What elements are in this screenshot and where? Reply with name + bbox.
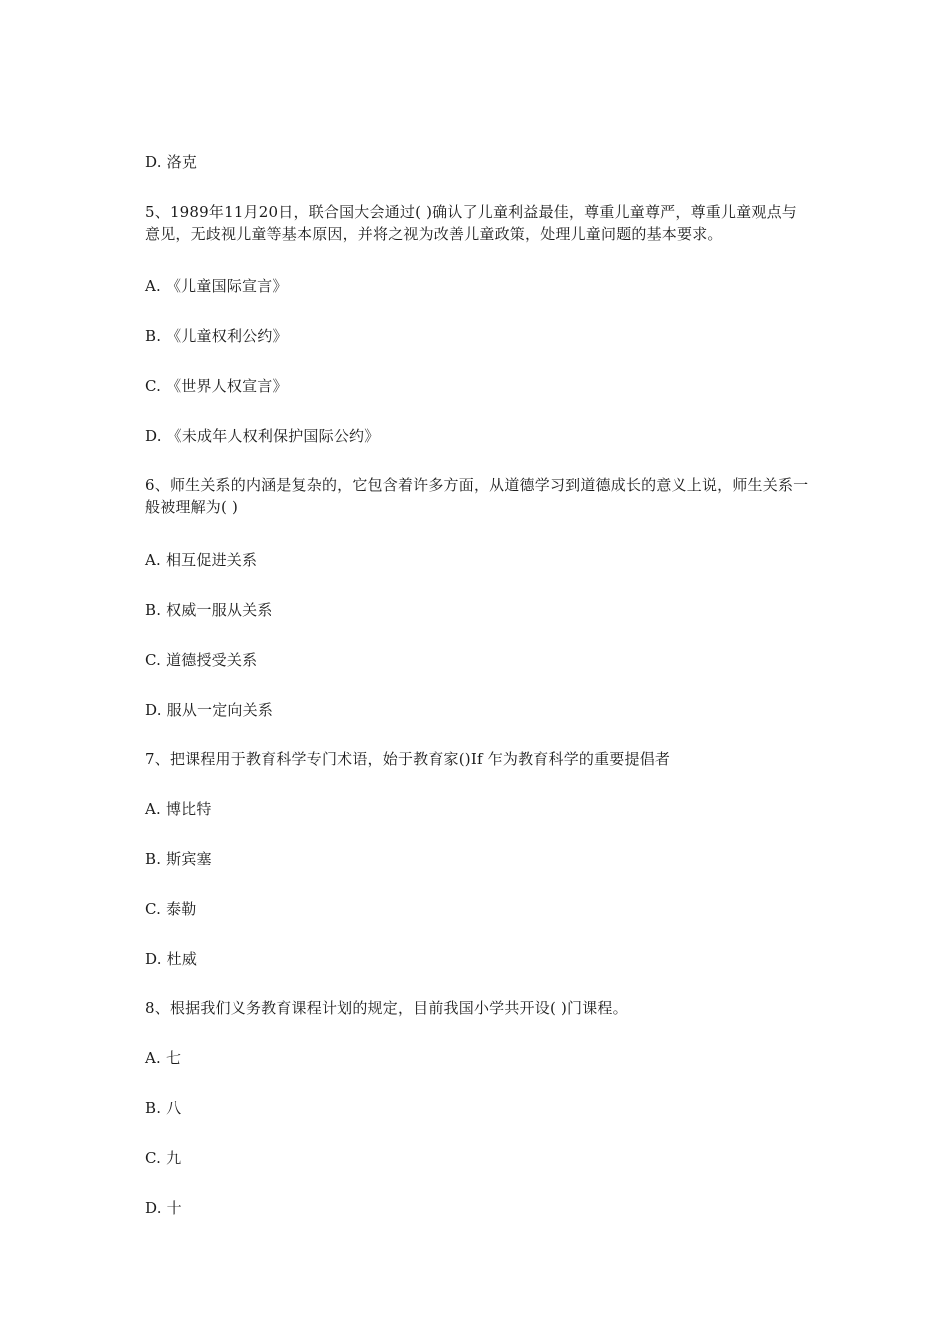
- q4-option-d: D. 洛克: [145, 153, 198, 171]
- q7-option-d: D. 杜威: [145, 950, 198, 968]
- q6-option-b: B. 权威一服从关系: [145, 601, 273, 619]
- q8-option-d: D. 十: [145, 1199, 182, 1217]
- q6-option-d: D. 服从一定向关系: [145, 701, 274, 719]
- q5-option-c: C. 《世界人权宣言》: [145, 377, 288, 395]
- q5-option-b: B. 《儿童权利公约》: [145, 327, 288, 345]
- q6-option-a: A. 相互促进关系: [145, 551, 258, 569]
- question-7: 7、把课程用于教育科学专门术语，始于教育家()If 乍为教育科学的重要提倡者: [145, 750, 671, 768]
- q5-option-a: A. 《儿童国际宣言》: [145, 277, 288, 295]
- q7-option-a: A. 博比特: [145, 800, 212, 818]
- q7-option-c: C. 泰勒: [145, 900, 197, 918]
- q8-option-a: A. 七: [145, 1049, 182, 1067]
- q8-option-c: C. 九: [145, 1149, 182, 1167]
- question-8: 8、根据我们义务教育课程计划的规定，目前我国小学共开设( )门课程。: [145, 999, 628, 1017]
- question-5: 5、1989年11月20日，联合国大会通过( )确认了儿童利益最佳，尊重儿童尊严，尊重儿童观点与意见，无歧视儿童等基本原因，并将之视为改善儿童政策，处理儿童问题的基本要求。: [145, 203, 797, 243]
- q8-option-b: B. 八: [145, 1099, 182, 1117]
- question-6: 6、师生关系的内涵是复杂的，它包含着许多方面，从道德学习到道德成长的意义上说，师生关系一般被理解为( ): [145, 476, 809, 516]
- q7-option-b: B. 斯宾塞: [145, 850, 212, 868]
- q5-option-d: D. 《未成年人权利保护国际公约》: [145, 427, 380, 445]
- q6-option-c: C. 道德授受关系: [145, 651, 258, 669]
